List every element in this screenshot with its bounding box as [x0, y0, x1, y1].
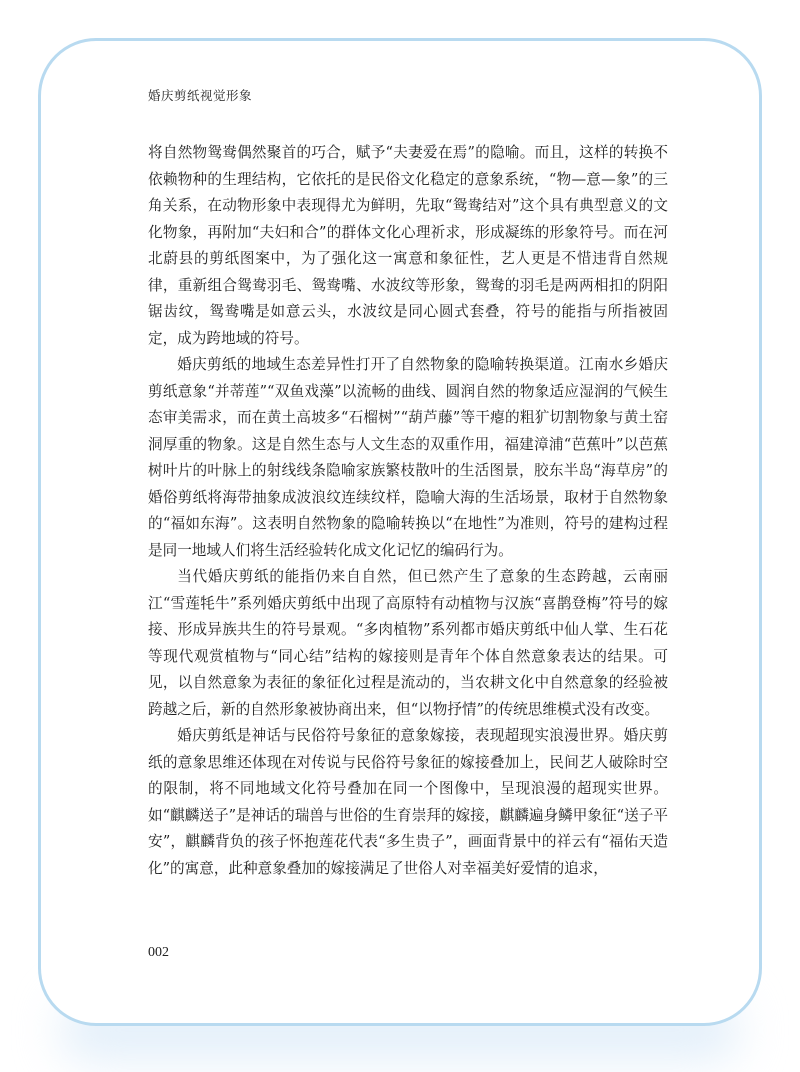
- paragraph: 当代婚庆剪纸的能指仍来自自然，但已然产生了意象的生态跨越，云南丽江“雪莲牦牛”系列婚庆剪纸中出现了高原特有动植物与汉族“喜鹊登梅”符号的嫁接、形成异族共生的符号景观。“多肉植物”系列都市婚庆剪纸中仙人掌、生石花等现代观赏植物与“同心结”结构的嫁接则是青年个体自然意象表达的结果。可见，以自然意象为表征的象征化过程是流动的，当农耕文化中自然意象的经验被跨越之后，新的自然形象被协商出来，但“以物抒情”的传统思维模式没有改变。: [148, 568, 668, 718]
- paragraph: 将自然物鸳鸯偶然聚首的巧合，赋予“夫妻爱在焉”的隐喻。而且，这样的转换不依赖物种的生理结构，它依托的是民俗文化稳定的意象系统，“物—意—象”的三角关系，在动物形象中表现得尤为鲜明，先取“鸳鸯结对”这个具有典型意义的文化物象，再附加“夫妇和合”的群体文化心理祈求，形成凝练的形象符号。而在河北蔚县的剪纸图案中，为了强化这一寓意和象征性，艺人更是不惜违背自然规律，重新组合鸳鸯羽毛、鸳鸯嘴、水波纹等形象，鸳鸯的羽毛是两两相扣的阴阳锯齿纹，鸳鸯嘴是如意云头，水波纹是同心圆式套叠，符号的能指与所指被固定，成为跨地域的符号。: [148, 144, 668, 347]
- paragraph: 婚庆剪纸是神话与民俗符号象征的意象嫁接，表现超现实浪漫世界。婚庆剪纸的意象思维还体现在对传说与民俗符号象征的嫁接叠加上，民间艺人破除时空的限制，将不同地域文化符号叠加在同一个图像中，呈现浪漫的超现实世界。如“麒麟送子”是神话的瑞兽与世俗的生育崇拜的嫁接，麒麟遍身鳞甲象征“送子平安”，麒麟背负的孩子怀抱莲花代表“多生贵子”，画面背景中的祥云有“福佑天造化”的寓意，此种意象叠加的嫁接满足了世俗人对幸福美好爱情的追求，: [148, 727, 668, 877]
- page-number: 002: [148, 945, 169, 960]
- paragraph: 婚庆剪纸的地域生态差异性打开了自然物象的隐喻转换渠道。江南水乡婚庆剪纸意象“并蒂莲”“双鱼戏藻”以流畅的曲线、圆润自然的物象适应湿润的气候生态审美需求，而在黄土高坡多“石榴树”“葫芦藤”等干瘪的粗犷切割物象与黄土窑洞厚重的物象。这是自然生态与人文生态的双重作用，福建漳浦“芭蕉叶”以芭蕉树叶片的叶脉上的射线线条隐喻家族繁枝散叶的生活图景，胶东半岛“海草房”的婚俗剪纸将海带抽象成波浪纹连续纹样，隐喻大海的生活场景，取材于自然物象的“福如东海”。这表明自然物象的隐喻转换以“在地性”为准则，符号的建构过程是同一地域人们将生活经验转化成文化记忆的编码行为。: [148, 356, 668, 559]
- body-text: [148, 140, 668, 882]
- running-header: 婚庆剪纸视觉形象: [148, 88, 253, 103]
